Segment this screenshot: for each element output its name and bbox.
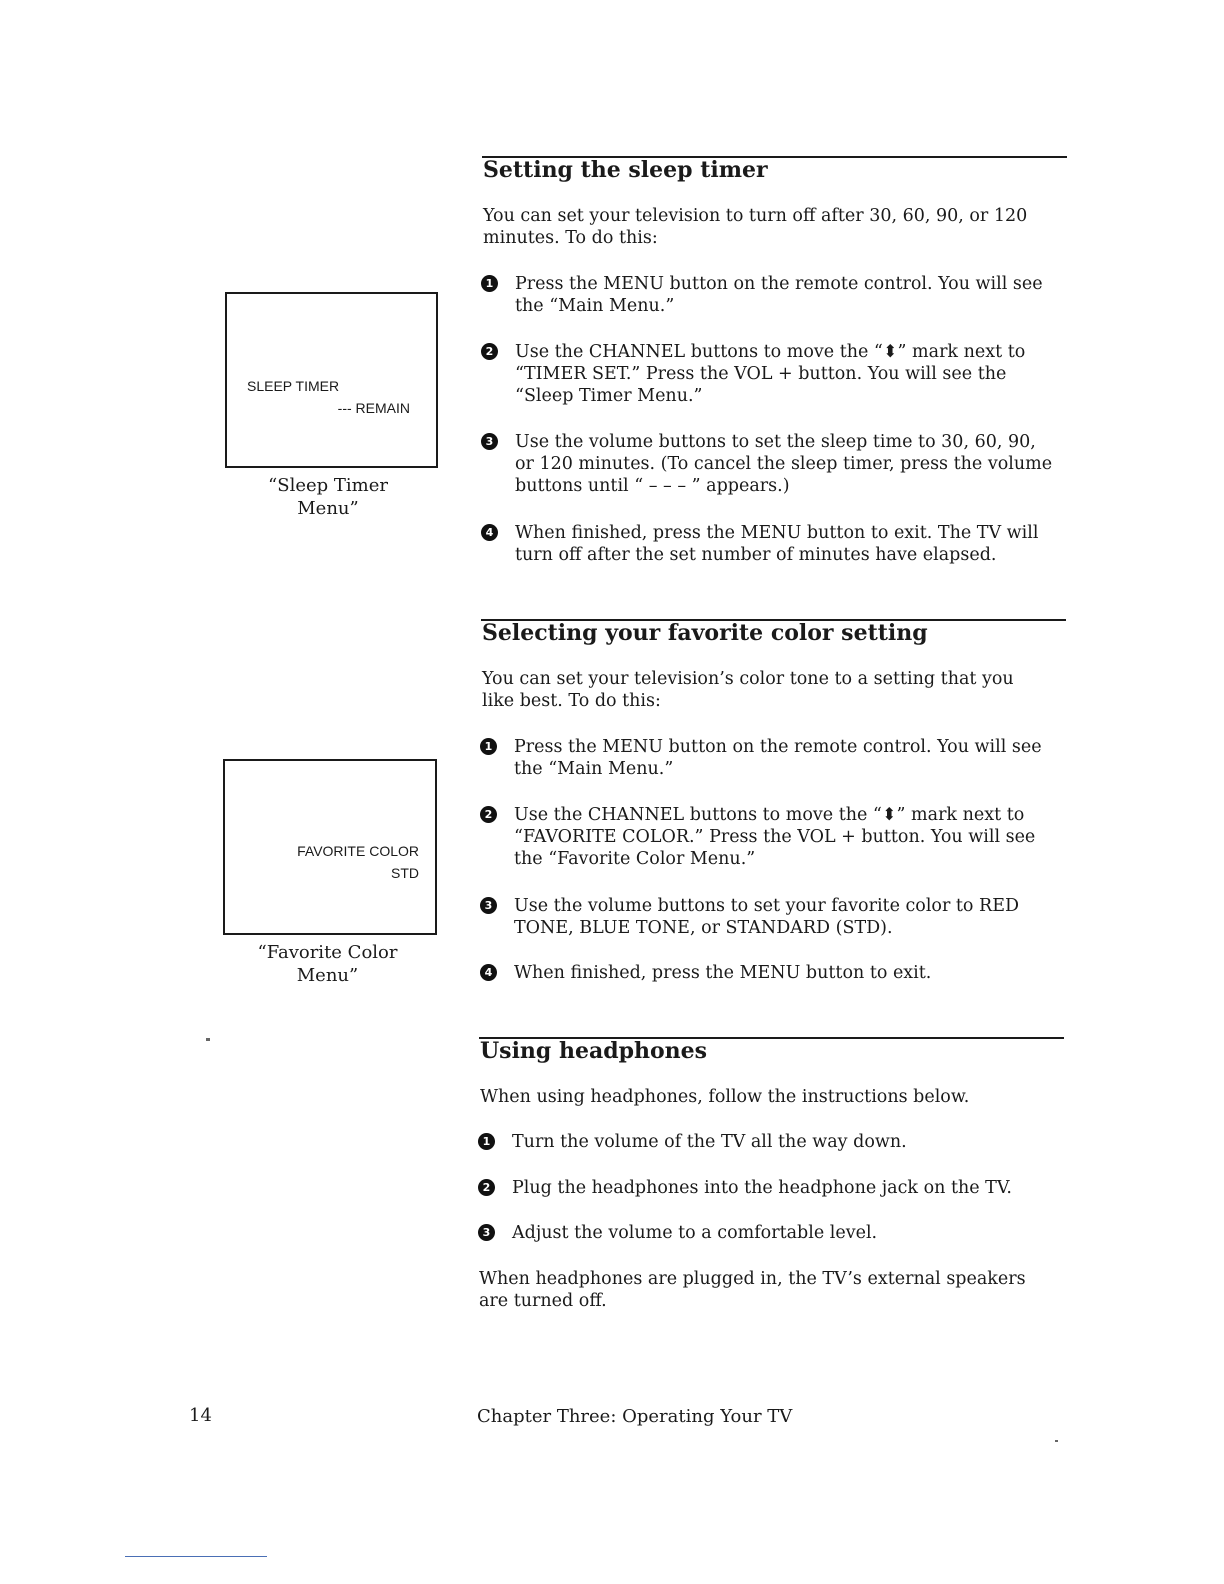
section-intro: You can set your television’s color tone to a setting that you like best. To do this: [482, 669, 1014, 711]
step-text: Use the CHANNEL buttons to move the “⬍” mark next to “TIMER SET.” Press the VOL + button. You will see the “Sleep Timer Menu.” [515, 342, 1026, 406]
section-heading-sleep-timer: Setting the sleep timer [483, 157, 768, 183]
screen-line-title: SLEEP TIMER [247, 378, 340, 394]
step-text: Press the MENU button on the remote control. You will see the “Main Menu.” [514, 737, 1042, 779]
step-text: Turn the volume of the TV all the way down. [512, 1132, 907, 1152]
scan-artifact [1055, 1440, 1058, 1442]
screen-line-value: --- REMAIN [337, 400, 410, 416]
section-intro: You can set your television to turn off after 30, 60, 90, or 120 minutes. To do this: [483, 206, 1028, 248]
page-number: 14 [189, 1405, 212, 1426]
step-text: Plug the headphones into the headphone jack on the TV. [512, 1178, 1012, 1198]
step-number-icon: 4 [481, 524, 498, 541]
step-number-icon: 1 [480, 738, 497, 755]
section-outro: When headphones are plugged in, the TV’s external speakers are turned off. [479, 1269, 1026, 1311]
step-number-icon: 3 [480, 897, 497, 914]
step-number-icon: 2 [481, 343, 498, 360]
step-number-icon: 3 [481, 433, 498, 450]
screen-caption: “Sleep Timer Menu” [268, 475, 388, 519]
step-number-icon: 1 [481, 275, 498, 292]
screen-line-value: STD [391, 865, 419, 881]
sleep-timer-menu-screen [225, 292, 438, 468]
step-text: Use the CHANNEL buttons to move the “⬍” mark next to “FAVORITE COLOR.” Press the VOL + button. You will see the “Favorite Color Menu.” [514, 805, 1036, 869]
favorite-color-menu-screen [223, 759, 437, 935]
screen-caption: “Favorite Color Menu” [257, 942, 398, 986]
chapter-title: Chapter Three: Operating Your TV [477, 1406, 793, 1427]
step-number-icon: 4 [480, 964, 497, 981]
step-number-icon: 1 [478, 1133, 495, 1150]
step-text: Use the volume buttons to set your favorite color to RED TONE, BLUE TONE, or STANDARD (STD). [514, 896, 1020, 938]
section-intro: When using headphones, follow the instructions below. [480, 1087, 970, 1107]
step-number-icon: 2 [478, 1179, 495, 1196]
step-text: When finished, press the MENU button to exit. [514, 963, 932, 983]
scan-artifact [206, 1038, 210, 1041]
section-heading-favorite-color: Selecting your favorite color setting [482, 620, 928, 646]
step-text: Use the volume buttons to set the sleep time to 30, 60, 90, or 120 minutes. (To cancel the sleep timer, press the volume buttons until “ – – – ” appears.) [515, 432, 1053, 496]
step-number-icon: 2 [480, 806, 497, 823]
screen-line-title: FAVORITE COLOR [297, 843, 419, 859]
step-text: When finished, press the MENU button to exit. The TV will turn off after the set number of minutes have elapsed. [515, 523, 1039, 565]
bottom-underline [125, 1556, 267, 1557]
step-number-icon: 3 [478, 1224, 495, 1241]
step-text: Adjust the volume to a comfortable level. [512, 1223, 878, 1243]
step-text: Press the MENU button on the remote control. You will see the “Main Menu.” [515, 274, 1043, 316]
section-heading-headphones: Using headphones [480, 1038, 708, 1064]
